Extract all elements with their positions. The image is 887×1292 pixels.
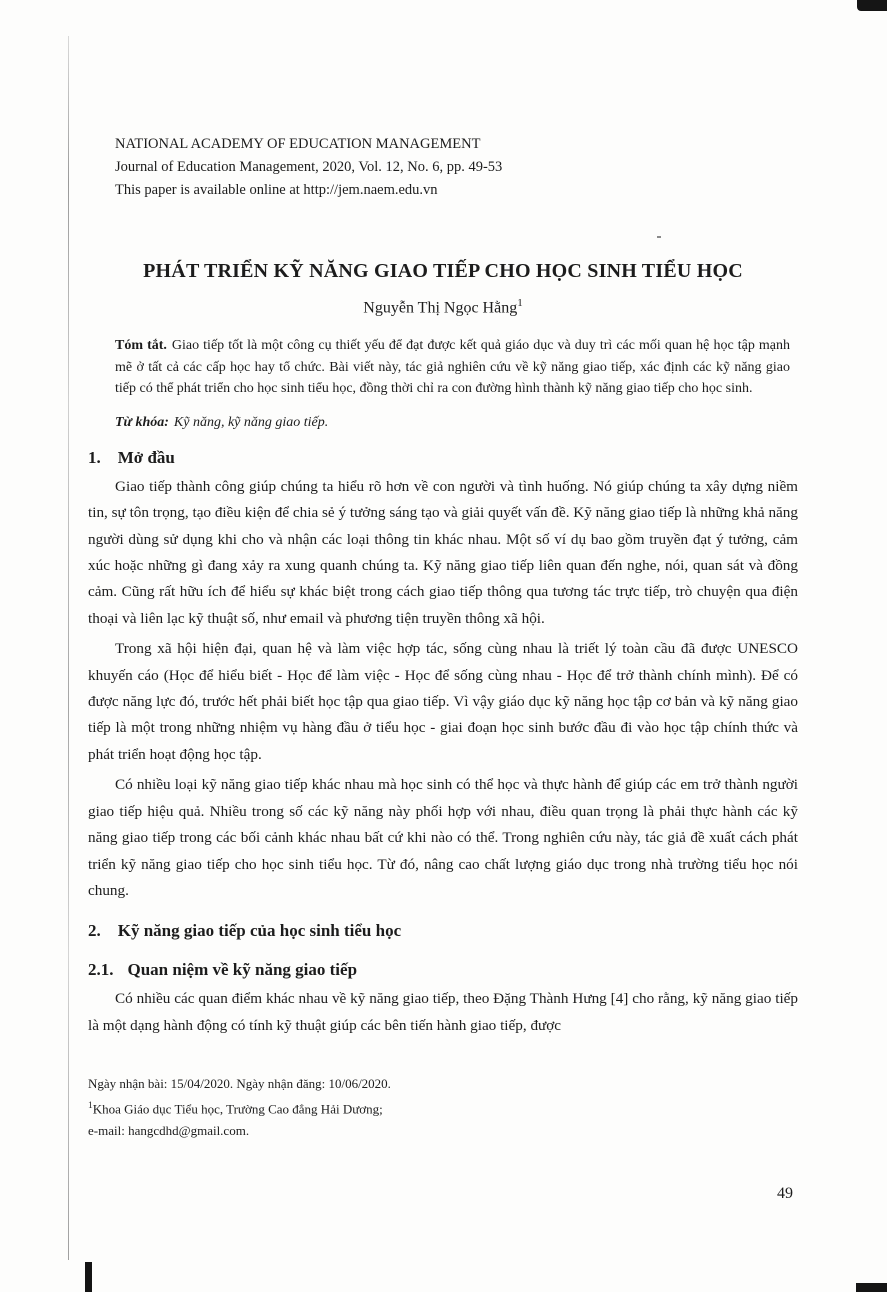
section-1-title: Mở đầu bbox=[117, 447, 175, 467]
author-name: Nguyễn Thị Ngọc Hằng bbox=[363, 299, 518, 317]
footnotes bbox=[88, 1073, 798, 1142]
keywords-label: Từ khóa: bbox=[115, 414, 169, 430]
paragraph: Giao tiếp thành công giúp chúng ta hiểu rõ hơn về con người và tình huống. Nó giúp chúng ta xây dựng niềm tin, sự tôn trọng, tạo điều kiện để chia sẻ ý tưởng sáng tạo và giải quyết vấn đề. Kỹ năng giao tiếp là những khả năng người dùng sử dụng khi cho và nhận các loại thông tin khác nhau. Một số ví dụ bao gồm truyền đạt ý tưởng, cảm xúc hoặc những gì đang xảy ra xung quanh chúng ta. Kỹ năng giao tiếp liên quan đến nghe, nói, quan sát và đồng cảm. Cũng rất hữu ích để hiểu sự khác biệt trong cách giao tiếp thông qua tương tác trực tiếp, trò chuyện qua điện thoại và liên lạc kỹ thuật số, như email và phương tiện truyền thông xã hội. bbox=[88, 477, 798, 627]
section-2-1-title: Quan niệm về kỹ năng giao tiếp bbox=[127, 960, 358, 980]
abstract bbox=[115, 335, 790, 400]
page-number: 49 bbox=[777, 1185, 793, 1202]
footnote-dates: Ngày nhận bài: 15/04/2020. Ngày nhận đăng: 10/06/2020. bbox=[88, 1076, 391, 1092]
scan-mark-bottom-right bbox=[856, 1283, 887, 1292]
paper-title: PHÁT TRIỂN KỸ NĂNG GIAO TIẾP CHO HỌC SINH TIỂU HỌC bbox=[143, 260, 743, 282]
footnote-email: e-mail: hangcdhd@gmail.com. bbox=[88, 1123, 250, 1139]
footnote-affiliation bbox=[88, 1095, 798, 1120]
author-footnote-mark: 1 bbox=[517, 297, 523, 309]
section-2-1 bbox=[88, 957, 798, 1039]
abstract-label: Tóm tắt. bbox=[115, 338, 167, 354]
journal-header bbox=[115, 133, 798, 202]
journal-citation: Journal of Education Management, 2020, Vol. 12, No. 6, pp. 49-53 bbox=[115, 159, 503, 175]
abstract-text: Giao tiếp tốt là một công cụ thiết yếu để đạt được kết quả giáo dục và duy trì các mối quan hệ học tập mạnh mẽ ở tất cả các cấp học hay tổ chức. Bài viết này, tác giả nghiên cứu về kỹ năng giao tiếp, xác định các kỹ năng giao tiếp có thể phát triển cho học sinh tiểu học, đồng thời chỉ ra con đường hình thành kỹ năng giao tiếp cho học sinh. bbox=[115, 338, 790, 397]
paragraph: Trong xã hội hiện đại, quan hệ và làm việc hợp tác, sống cùng nhau là triết lý toàn cầu đã được UNESCO khuyến cáo (Học để hiểu biết - Học để làm việc - Học để sống cùng nhau - Học để trở thành chính mình). Để có được năng lực đó, trước hết phải biết học tập qua giao tiếp. Vì vậy giáo dục kỹ năng học tập cơ bản và kỹ năng giao tiếp là một trong những nhiệm vụ hàng đầu ở tiểu học - giai đoạn học sinh bước đầu đi vào học tập chính thức và phát triển hoạt động học tập. bbox=[88, 640, 798, 763]
journal-availability: This paper is available online at http://jem.naem.edu.vn bbox=[115, 182, 438, 198]
keywords bbox=[115, 415, 790, 431]
journal-institution: NATIONAL ACADEMY OF EDUCATION MANAGEMENT bbox=[115, 136, 481, 152]
section-2-1-number: 2.1. bbox=[88, 960, 114, 980]
section-2-number: 2. bbox=[88, 921, 101, 941]
section-2 bbox=[88, 918, 798, 943]
section-2-heading bbox=[88, 918, 798, 943]
section-1-number: 1. bbox=[88, 447, 101, 467]
keywords-text: Kỹ năng, kỹ năng giao tiếp. bbox=[173, 414, 329, 430]
section-1-heading bbox=[88, 445, 798, 470]
section-2-1-heading bbox=[88, 957, 798, 982]
affiliation-text: Khoa Giáo dục Tiểu học, Trường Cao đẳng Hải Dương; bbox=[92, 1101, 383, 1117]
section-1 bbox=[88, 445, 798, 905]
section-2-title: Kỹ năng giao tiếp của học sinh tiểu học bbox=[117, 921, 402, 941]
scan-mark-bottom-left bbox=[85, 1262, 92, 1292]
author-line bbox=[88, 297, 798, 317]
affiliation-mark: 1 bbox=[88, 1101, 93, 1112]
paragraph: Có nhiều các quan điểm khác nhau về kỹ năng giao tiếp, theo Đặng Thành Hưng [4] cho rằng, kỹ năng giao tiếp là một dạng hành động có tính kỹ thuật giúp các bên tiến hành giao tiếp, được bbox=[88, 990, 798, 1034]
paragraph: Có nhiều loại kỹ năng giao tiếp khác nhau mà học sinh có thể học và thực hành để giúp các em trở thành người giao tiếp hiệu quả. Nhiều trong số các kỹ năng này phối hợp với nhau, điều quan trọng là phải thực hành các kỹ năng giao tiếp trong các bối cảnh khác nhau bất cứ khi nào có thể. Trong nghiên cứu này, tác giả đề xuất cách phát triển kỹ năng giao tiếp cho học sinh tiểu học. Từ đó, nâng cao chất lượng giáo dục trong nhà trường tiểu học nói chung. bbox=[88, 776, 798, 899]
